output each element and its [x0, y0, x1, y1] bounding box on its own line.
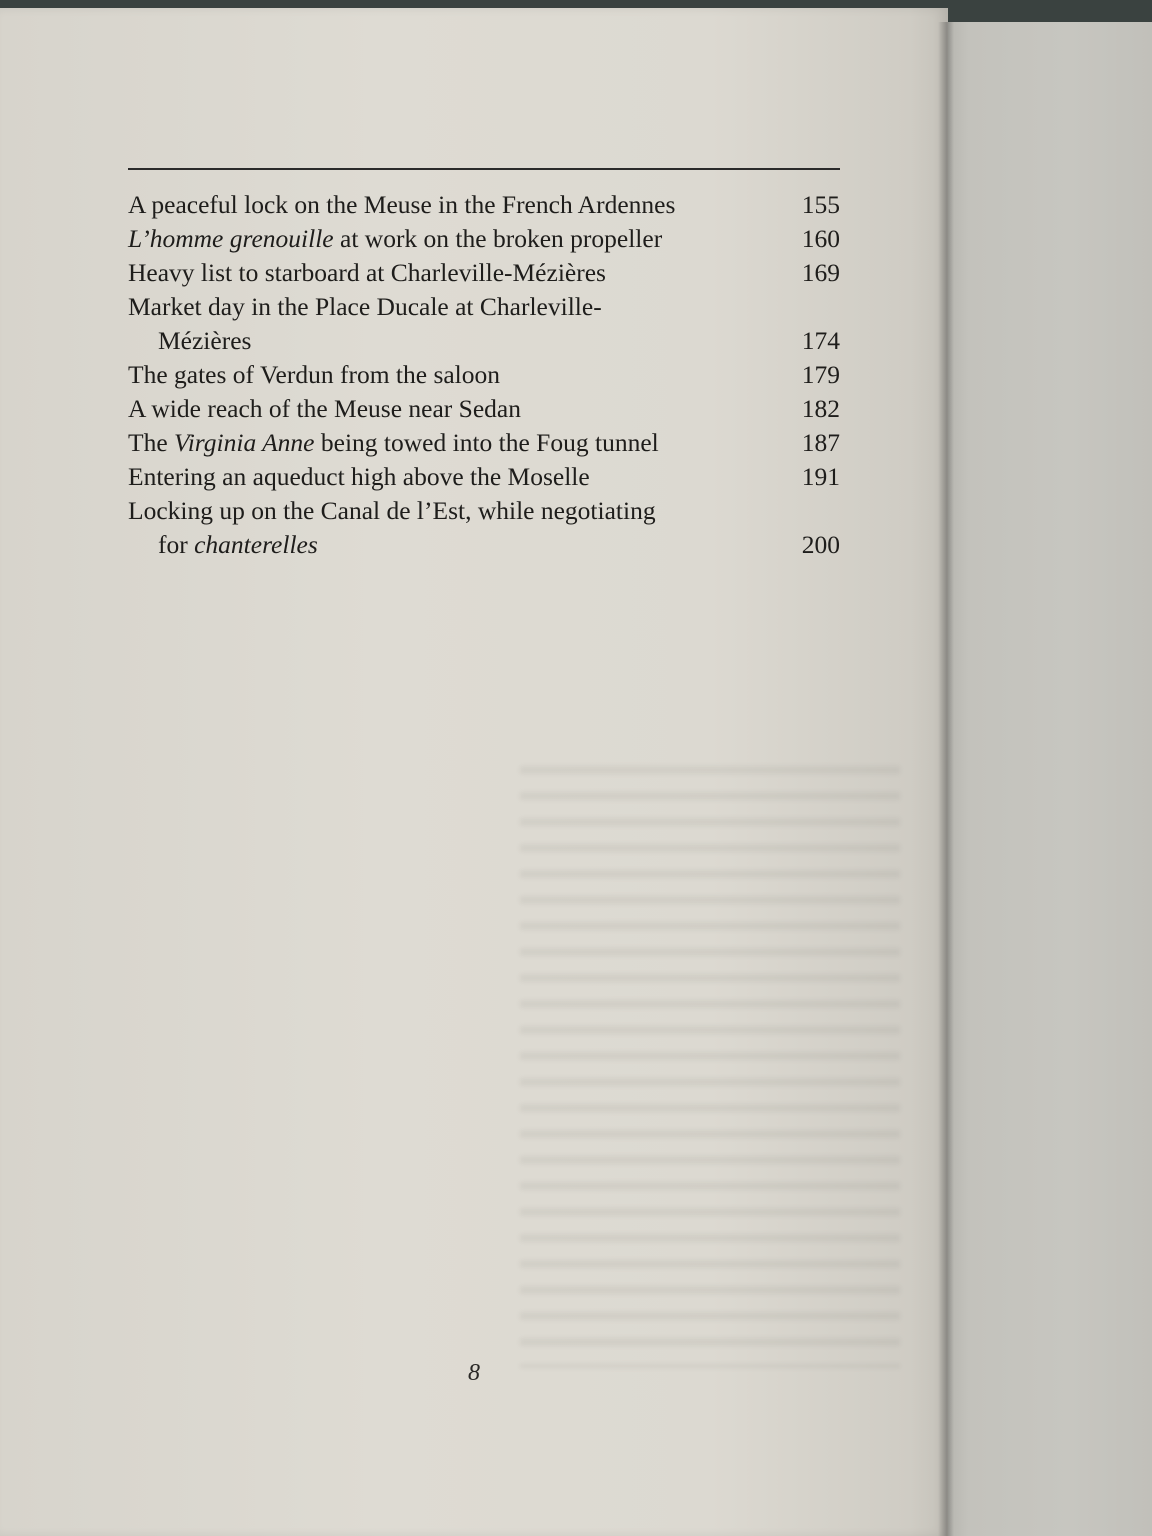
- entry-caption: [128, 222, 792, 256]
- list-item: [128, 290, 840, 358]
- page-number: 200: [801, 530, 840, 559]
- entry-caption: [128, 392, 792, 426]
- page-number: 160: [801, 224, 840, 253]
- caption-text: Heavy list to starboard at Charleville-Mézières: [128, 258, 606, 287]
- list-item: [128, 494, 840, 562]
- list-item: [128, 392, 840, 426]
- entry-caption: [128, 290, 792, 358]
- entry-caption: [128, 188, 792, 222]
- caption-italic: Virginia Anne: [174, 428, 315, 457]
- caption-text: Entering an aqueduct high above the Moselle: [128, 462, 590, 491]
- list-item: [128, 460, 840, 494]
- entry-caption: [128, 494, 792, 562]
- caption-text: A peaceful lock on the Meuse in the French Ardennes: [128, 190, 676, 219]
- list-item: [128, 358, 840, 392]
- caption-text: Market day in the Place Ducale at Charleville-: [128, 292, 602, 321]
- page-number: 169: [801, 258, 840, 287]
- caption-text: Locking up on the Canal de l’Est, while negotiating: [128, 496, 656, 525]
- caption-text: The gates of Verdun from the saloon: [128, 360, 501, 389]
- caption-continuation: Mézières: [158, 326, 252, 355]
- page-number: 187: [801, 428, 840, 457]
- caption-italic: L’homme grenouille: [128, 224, 334, 253]
- page-number: 191: [801, 462, 840, 491]
- page-gutter: [938, 22, 954, 1536]
- show-through-text: [520, 748, 900, 1368]
- caption-continuation: [128, 528, 770, 562]
- caption-italic: chanterelles: [194, 530, 318, 559]
- list-item: [128, 188, 840, 222]
- caption-text: being towed into the Foug tunnel: [314, 428, 659, 457]
- page-number: 182: [801, 394, 840, 423]
- folio-page-number: 8: [468, 1360, 480, 1386]
- list-item: [128, 256, 840, 290]
- illustrations-list: [128, 188, 840, 562]
- list-item: [128, 222, 840, 256]
- page-number: 174: [801, 326, 840, 355]
- entry-caption: [128, 460, 792, 494]
- caption-text: The: [128, 428, 175, 457]
- page-number: 155: [801, 190, 840, 219]
- entry-caption: [128, 358, 792, 392]
- facing-page: [948, 22, 1152, 1536]
- top-rule: [128, 168, 840, 170]
- caption-text: at work on the broken propeller: [333, 224, 663, 253]
- page-number: 179: [801, 360, 840, 389]
- entry-caption: [128, 426, 792, 460]
- list-item: [128, 426, 840, 460]
- caption-text: for: [158, 530, 195, 559]
- entry-caption: [128, 256, 792, 290]
- caption-text: A wide reach of the Meuse near Sedan: [128, 394, 521, 423]
